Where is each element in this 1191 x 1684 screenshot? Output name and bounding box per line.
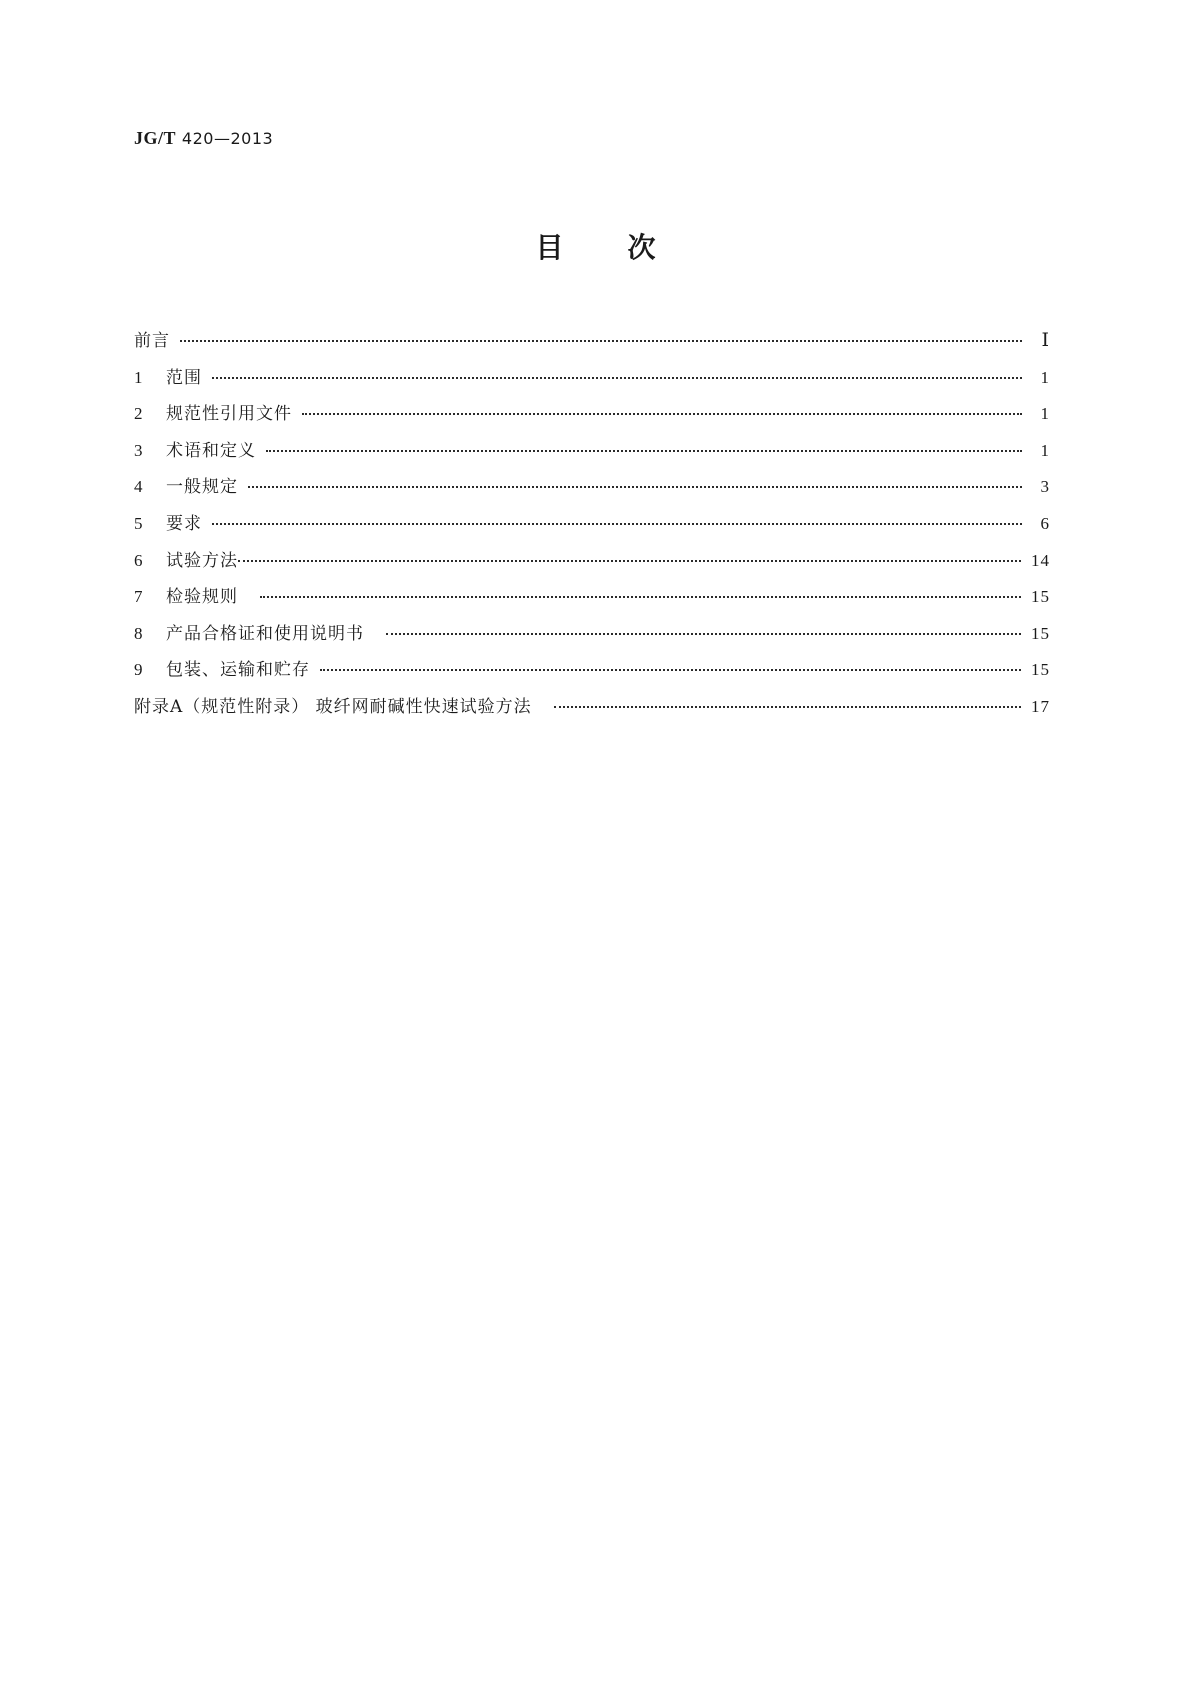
toc-entry-page: 1 xyxy=(1040,404,1050,424)
toc-entry-packaging-transport-storage[interactable] xyxy=(134,655,1050,692)
toc-entry-page: 14 xyxy=(1031,550,1050,570)
toc-entry-label: 附录A（规范性附录） 玻纤网耐碱性快速试验方法 xyxy=(134,696,532,717)
toc-dot-leader xyxy=(320,668,1021,671)
toc-dot-leader xyxy=(180,339,1022,342)
toc-entry-number: 7 xyxy=(134,587,144,607)
toc-entry-requirements[interactable] xyxy=(134,509,1050,546)
document-code xyxy=(134,128,273,149)
toc-entry-page: 1 xyxy=(1040,367,1050,387)
toc-entry-number: 3 xyxy=(134,440,144,460)
toc-entry-label: 要求 xyxy=(166,513,202,534)
toc-dot-leader xyxy=(212,522,1022,525)
toc-entry-number: 1 xyxy=(134,367,144,387)
standard-prefix: JG/T xyxy=(134,128,177,148)
toc-entry-page: Ⅰ xyxy=(1041,330,1050,351)
toc-entry-page: 15 xyxy=(1031,587,1050,607)
toc-entry-label: 检验规则 xyxy=(166,587,238,608)
toc-entry-page: 15 xyxy=(1031,660,1050,680)
toc-entry-label: 试验方法 xyxy=(166,550,238,571)
toc-entry-page: 3 xyxy=(1040,477,1050,497)
toc-entry-test-methods[interactable] xyxy=(134,546,1050,583)
toc-entry-normative-references[interactable] xyxy=(134,399,1050,436)
toc-dot-leader xyxy=(260,595,1021,598)
toc-entry-number: 6 xyxy=(134,550,144,570)
toc-entry-label: 规范性引用文件 xyxy=(166,404,292,425)
toc-dot-leader xyxy=(212,376,1022,379)
toc-entry-number: 2 xyxy=(134,404,144,424)
toc-entry-page: 6 xyxy=(1040,513,1050,533)
table-of-contents xyxy=(134,326,1050,729)
toc-entry-number: 9 xyxy=(134,660,144,680)
toc-entry-label: 一般规定 xyxy=(166,477,238,498)
toc-dot-leader xyxy=(266,449,1022,452)
toc-entry-label: 范围 xyxy=(166,367,202,388)
toc-entry-page: 17 xyxy=(1031,696,1050,716)
toc-entry-label: 包装、运输和贮存 xyxy=(166,660,310,681)
standard-number: 420—2013 xyxy=(181,129,274,148)
toc-entry-certificate-instructions[interactable] xyxy=(134,619,1050,656)
toc-entry-general-provisions[interactable] xyxy=(134,472,1050,509)
toc-entry-label: 术语和定义 xyxy=(166,440,256,461)
toc-entry-label: 前言 xyxy=(134,331,170,351)
toc-entry-label: 产品合格证和使用说明书 xyxy=(166,623,364,644)
page-title: 目次 xyxy=(535,231,720,264)
toc-dot-leader xyxy=(238,559,1021,562)
toc-entry-terms-definitions[interactable] xyxy=(134,436,1050,473)
toc-entry-page: 1 xyxy=(1040,440,1050,460)
toc-entry-inspection-rules[interactable] xyxy=(134,582,1050,619)
toc-entry-number: 8 xyxy=(134,623,144,643)
toc-entry-number: 4 xyxy=(134,477,144,497)
toc-entry-scope[interactable] xyxy=(134,363,1050,400)
toc-dot-leader xyxy=(248,485,1022,488)
toc-dot-leader xyxy=(302,412,1022,415)
toc-entry-number: 5 xyxy=(134,513,144,533)
toc-entry-foreword[interactable] xyxy=(134,326,1050,363)
toc-dot-leader xyxy=(554,705,1021,708)
toc-entry-annex-a[interactable] xyxy=(134,692,1050,729)
toc-dot-leader xyxy=(386,632,1021,635)
toc-entry-page: 15 xyxy=(1031,623,1050,643)
